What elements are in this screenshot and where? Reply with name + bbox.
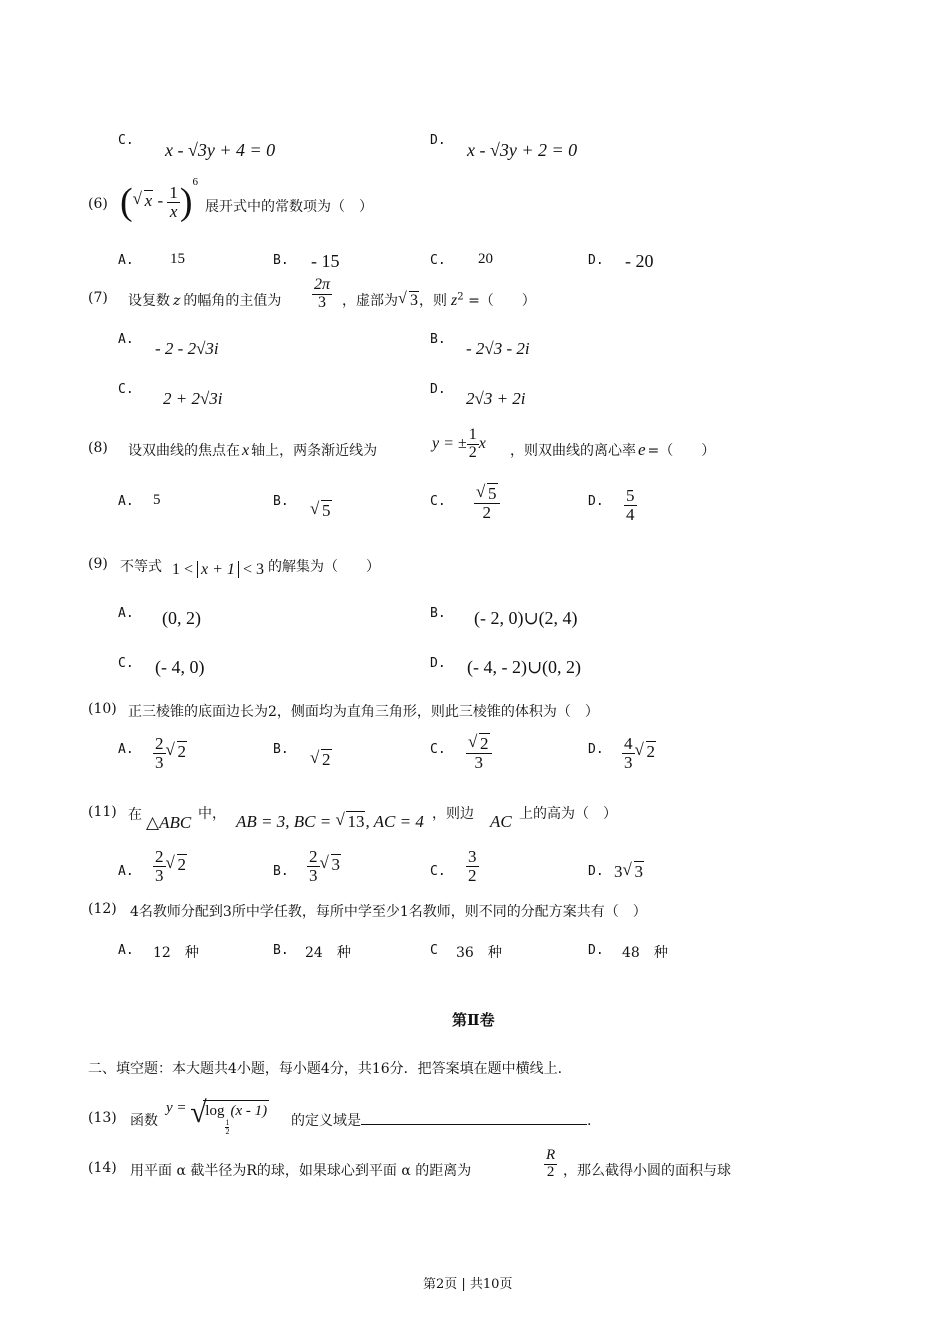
option-c-expression: x - √3y + 4 = 0 — [165, 140, 276, 160]
q11-text-d: 上的高为（ ） — [519, 806, 617, 822]
q13-arg: (x - 1) — [230, 1103, 268, 1119]
q14-text-b: ，那么截得小圆的面积与球 — [563, 1163, 731, 1179]
q10-option-d-value: $\frac{4}{3}$ √ 2 — [622, 735, 656, 772]
q9-text-b: 的解集为（ ） — [268, 559, 380, 575]
q8-option-a-value: 5 — [153, 492, 161, 508]
q13-text-b: 的定义域是 — [291, 1113, 361, 1129]
q7-option-b-value: - 2√3 - 2i — [466, 339, 530, 358]
q8-var-e: e — [638, 440, 646, 459]
q8-var-x: x — [242, 442, 250, 459]
q9-option-d-value: (- 4, - 2)∪(0, 2) — [467, 657, 582, 677]
q7-text-a: 设复数 — [128, 293, 170, 309]
q11-option-c-label: C. — [430, 864, 446, 879]
q9-option-c-label: C. — [118, 656, 134, 671]
q8-asym-num: 1 — [468, 426, 477, 443]
q7-angle-fraction — [312, 277, 332, 312]
q6-binomial: (√ x - $\frac{1}{x}$ )$^6$ — [120, 180, 198, 224]
q14-number: (14) — [88, 1160, 117, 1176]
q8-text-b: 轴上，两条渐近线为 — [251, 443, 378, 459]
section-title: 第Ⅱ卷 — [452, 1011, 495, 1029]
q11-option-a-value: $\frac{2}{3}$ √ 2 — [153, 848, 187, 885]
q7-text-d: ，则 — [419, 293, 447, 309]
q9-option-a-value: (0, 2) — [162, 608, 201, 628]
q9-option-a-label: A. — [118, 606, 134, 621]
q12-option-a-label: A. — [118, 943, 134, 958]
q8-option-c-value: √ $\frac{5}{2}$ — [474, 485, 500, 522]
q14-fraction — [544, 1148, 557, 1181]
q14-frac-den: 2 — [546, 1163, 555, 1180]
q7-option-a-label: A. — [118, 332, 134, 347]
q7-text-b: 的幅角的主值为 — [183, 293, 282, 309]
q7-option-d-label: D. — [430, 382, 446, 397]
q12-option-d-value: 48 种 — [622, 945, 668, 961]
q9-ineq-abs: x + 1 — [197, 561, 239, 578]
q13-text-b-wrap — [291, 1110, 591, 1130]
q7-stem — [128, 290, 281, 310]
q7-stem-2: ，虚部为√ 3，则 $z^2$ =（ ） — [342, 290, 536, 310]
q6-number: (6) — [88, 196, 108, 212]
q7-text-e: =（ ） — [468, 293, 536, 309]
q8-asym-b: x — [478, 434, 486, 452]
q12-option-a-value: 12 种 — [153, 945, 199, 961]
q11-triangle: △ABC — [146, 813, 192, 832]
q9-inequality — [172, 561, 264, 579]
q10-option-c-value: √ $\frac{2}{3}$ — [466, 735, 492, 772]
section-intro: 二、填空题：本大题共4小题，每小题4分，共16分．把答案填在题中横线上. — [88, 1061, 563, 1077]
q11-text-c: ，则边 — [432, 806, 474, 822]
q13-text-a: 函数 — [130, 1113, 158, 1129]
q11-option-c-value: $\frac{3}{2}$ — [468, 847, 477, 885]
q7-angle-den: 3 — [318, 293, 326, 311]
q7-z-squared: z — [451, 292, 458, 309]
q14-text-a: 用平面 α 截半径为R的球，如果球心到平面 α 的距离为 — [130, 1163, 472, 1179]
q7-number: (7) — [88, 290, 108, 306]
q8-text-a: 设双曲线的焦点在 — [128, 443, 240, 459]
q11-side: AC — [490, 812, 512, 831]
q12-number: (12) — [88, 901, 117, 917]
q8-text-c: ，则双曲线的离心率 — [510, 443, 636, 459]
q12-option-c-label: C — [430, 943, 438, 958]
q10-option-b-value: √ 2 — [310, 750, 332, 770]
q11-option-b-value: $\frac{2}{3}$ √ 3 — [307, 848, 341, 885]
q8-option-c-label: C. — [430, 494, 446, 509]
q6-option-c-label: C. — [430, 253, 446, 268]
q13-answer-blank[interactable] — [361, 1110, 587, 1125]
q13-log-base-num: 1 — [225, 1118, 230, 1127]
q6-option-a-label: A. — [118, 253, 134, 268]
q11-text-a: 在 — [128, 807, 142, 823]
q13-log-base-den: 2 — [225, 1127, 230, 1136]
q11-option-d-label: D. — [588, 864, 604, 879]
q10-number: (10) — [88, 701, 117, 717]
page-footer: 第2页 | 共10页 — [423, 1277, 513, 1292]
q8-option-d-label: D. — [588, 494, 604, 509]
q12-option-b-label: B. — [273, 943, 289, 958]
q9-text-a: 不等式 — [120, 559, 162, 575]
q8-option-d-value: $\frac{5}{4}$ — [626, 486, 635, 524]
q9-number: (9) — [88, 556, 108, 572]
q14-frac-num: R — [546, 1147, 556, 1163]
q8-asym-a: y = ± — [432, 434, 467, 452]
q11-cond-a: AB = 3, BC = — [236, 812, 336, 831]
q13-number: (13) — [88, 1110, 117, 1126]
q11-conditions — [236, 812, 424, 832]
q7-text-c: ，虚部为 — [342, 293, 398, 309]
q9-ineq-b: < 3 — [242, 561, 264, 578]
q12-option-d-label: D. — [588, 943, 604, 958]
q11-option-b-label: B. — [273, 864, 289, 879]
q8-stem-2 — [510, 440, 715, 460]
q8-option-b-label: B. — [273, 494, 289, 509]
q7-var-z: z — [173, 293, 181, 309]
q6-option-b-value: - 15 — [311, 251, 340, 271]
q7-option-b-label: B. — [430, 332, 446, 347]
q6-option-d-value: - 20 — [625, 251, 654, 271]
q10-text: 正三棱锥的底面边长为2，侧面均为直角三角形，则此三棱锥的体积为（ ） — [128, 704, 599, 720]
q8-asym-den: 2 — [468, 443, 477, 461]
option-d-expression: x - √3y + 2 = 0 — [467, 140, 578, 160]
q6-option-c-value: 20 — [478, 251, 493, 267]
q11-option-a-label: A. — [118, 864, 134, 879]
q9-option-c-value: (- 4, 0) — [155, 657, 205, 677]
q10-option-a-label: A. — [118, 742, 134, 757]
q7-option-c-value: 2 + 2√3i — [163, 389, 223, 408]
q13-end: . — [587, 1113, 592, 1129]
q9-option-d-label: D. — [430, 656, 446, 671]
q12-option-c-value: 36 种 — [456, 945, 502, 961]
option-c-label: C. — [118, 133, 134, 148]
q7-angle-num: 2π — [314, 276, 331, 293]
q6-text: 展开式中的常数项为（ ） — [205, 199, 373, 215]
q7-imag: 3 — [410, 292, 418, 309]
q8-text-d: =（ ） — [647, 443, 716, 459]
q11-text-b: 中， — [198, 806, 226, 822]
q8-asymptote — [432, 427, 486, 462]
q9-option-b-value: (- 2, 0)∪(2, 4) — [474, 608, 578, 628]
q13-fn-a: y = — [166, 1100, 187, 1116]
q9-ineq-a: 1 < — [172, 561, 194, 578]
q13-log: log — [205, 1103, 225, 1119]
q11-number: (11) — [88, 804, 117, 820]
q6-option-d-label: D. — [588, 253, 604, 268]
q7-option-a-value: - 2 - 2√3i — [155, 339, 219, 358]
q12-text: 4名教师分配到3所中学任教，每所中学至少1名教师，则不同的分配方案共有（ ） — [130, 904, 647, 920]
q10-option-a-value: $\frac{2}{3}$ √ 2 — [153, 735, 187, 772]
option-d-label: D. — [430, 133, 446, 148]
q11-cond-rad: 13 — [347, 812, 365, 831]
q9-option-b-label: B. — [430, 606, 446, 621]
q10-option-d-label: D. — [588, 742, 604, 757]
q6-option-a-value: 15 — [170, 251, 185, 267]
q8-stem — [128, 440, 377, 460]
q8-option-a-label: A. — [118, 494, 134, 509]
q10-option-b-label: B. — [273, 742, 289, 757]
q10-option-c-label: C. — [430, 742, 446, 757]
q7-option-c-label: C. — [118, 382, 134, 397]
q8-number: (8) — [88, 440, 108, 456]
q13-function: y = √ log $\frac{1}{2}$ (x - 1) — [166, 1096, 268, 1136]
q8-option-b-value: √ 5 — [310, 501, 332, 521]
q12-option-b-value: 24 种 — [305, 945, 351, 961]
q11-option-d-value: 3√ 3 — [614, 862, 644, 882]
q11-cond-b: , AC = 4 — [365, 812, 424, 831]
q6-option-b-label: B. — [273, 253, 289, 268]
q7-option-d-value: 2√3 + 2i — [466, 389, 526, 408]
